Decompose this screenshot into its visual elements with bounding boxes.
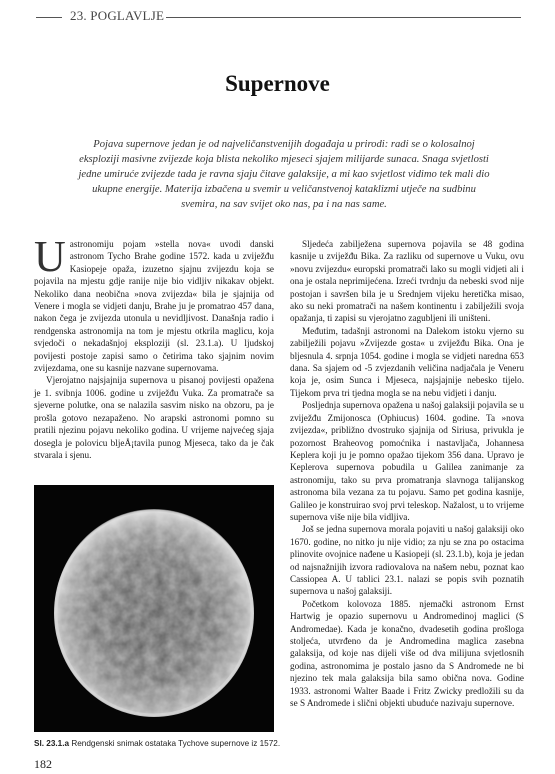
left-paragraph-1-text: astronomiju pojam »stella nova« uvodi danski astronom Tycho Brahe godine 1572. kada u zviježđu Kasiopeje opaža, izuzetno sjajnu zvijezdu koja se pojavila na mjestu gdje ranije nije bio vidljiv nikakav objekt. Nekoliko dana neobična »nova zvijezda« bila je sjajnija od Venere i mogla se vidjeti danju, Brahe ju je promatrao 457 dana, nakon čega je zvijezda utonula u nevidljivost. Današnja radio i rendgenska astronomija na tom je mjestu otkrila maglicu, koja svjedoči o nekadašnjoj eksploziji (sl. 23.1.a). U ljudskoj povijesti postoje zapisi samo o četirima tako sjajnim novim zvijezdama, one su kasnije nazvane supernovama.: [34, 239, 274, 374]
header-rule-right: [166, 17, 521, 18]
right-paragraph-4: Još se jedna supernova morala pojaviti u našoj galaksiji oko 1670. godine, no nitko ju nije vidio; za nju se zna po ostacima plinovite ovojnice nađene u Kasiopeji (sl. 23.1.b), koja je jedan od najsnažnijih izvora radiovalova na našem nebu, poznat kao Cassiopea A. U tablici 23.1. nalazi se popis svih poznatih supernova u našoj galaksiji.: [290, 524, 524, 597]
page-title: Supernove: [225, 71, 330, 96]
figure-caption-text: Rendgenski snimak ostataka Tychove supernove iz 1572.: [69, 739, 281, 748]
figure-label: Sl. 23.1.a: [34, 739, 70, 748]
right-paragraph-1: Sljedeća zabilježena supernova pojavila se 48 godina kasnije u zviježđu Bika. Za razliku od supernove u Vuku, ovu »novu zvijezdu« europski promatrači lako su mogli vidjeti ali i ona je ostala neprimijećena. Izreći tvrdnju da nebeski svod nije postojan i savršen bila je u Srednjem vijeku heretička misao, ako su neki promatrači na našem kontinentu i zabilježili svoja opažanja, ti zapisi su vjerojatno zagubljeni ili uništeni.: [290, 239, 524, 324]
tycho-remnant-xray-graphic: [34, 485, 274, 732]
chapter-header: [34, 8, 521, 28]
supernova-remnant-image: [34, 485, 274, 732]
left-paragraph-2: Vjerojatno najsjajnija supernova u pisanoj povijesti opažena je 1. svibnja 1006. godine u zviježđu Vuka. Za promatrače sa sjeverne polutke, ona se nalazila sasvim nisko na obzoru, pa je prošla gotovo nezapaženo. No arapski astronomi pomno su pratili njezinu pojavu nekoliko godina. U vrijeme najvećeg sjaja dosegla je polovicu bljeÅ¡tavila punog Mjeseca, tako da je čak stvarala i sjenu.: [34, 375, 274, 460]
figure-caption: [34, 739, 284, 748]
right-paragraph-2: Međutim, tadašnji astronomi na Dalekom istoku vjerno su zabilježili pojavu »Zvijezde gosta« u zviježđu Bika. Ona je bljesnula 4. srpnja 1054. godine i mogla se vidjeti narednа 653 dana. Sa sjajem od -5 zvjezdanih veličina nadjačala je Veneru koja je, osim Sunca i Mjeseca, najsjajnije nebesko tijelo. Tijekom prva tri tjedna mogla se na nebu vidjeti i danju.: [290, 325, 524, 398]
page-number: 182: [34, 757, 52, 771]
right-paragraph-3: Posljednja supernova opažena u našoj galaksiji pojavila se u zviježđu Zmijonosca (Ophiucus) 1604. godine. Ta »nova zvijezda«, približno dvostruko sjajnija od Siriusa, privukla je pozornost Braheovog pomoćnika i nastavljača, Johannesa Keplera koji ju je pomno opažao tijekom 356 dana. Upravo je Keplerova supernova pobudila u Galilea zanimanje za astronomiju, tako su prva promatranja slavnoga talijanskog astronoma bila vezana za tu pojavu. Samo pet godina kasnije, Galileo je konstruirao svoj prvi teleskop. Nažalost, u to vrijeme supernova više nije bila vidljiva.: [290, 400, 524, 522]
chapter-label: 23. POGLAVLJE: [70, 8, 165, 23]
right-column: [290, 238, 524, 709]
drop-cap: U: [34, 232, 66, 281]
right-paragraph-5: Početkom kolovoza 1885. njemački astronom Ernst Hartwig je opazio supernovu u Andromedinoj maglici (S Andromedae). Kada je konačno, dvadesetih godina prošloga stoljeća, utvrđeno da je Andromedina maglica zasebna galaksija, od koje nas dijeli više od dva milijuna svjetlosnih godina, astronomima je postalo jasno da S Andromede ne bi njezino tek mala galaksija bila samo obična nova. Godine 1933. astronomi Walter Baade i Fritz Zwicky predložili su da se S Andromede i slični objekti ubuduće nazivaju supernove.: [290, 598, 524, 709]
header-rule-left: [36, 17, 62, 18]
left-paragraph-1: [34, 232, 274, 374]
chapter-abstract: Pojava supernove jedan je od najveličanstvenijih događaja u prirodi: radi se o kolosalnoj eksploziji masivne zvijezde koja blista nekoliko mjeseci sjajem milijarde sunaca. Snaga svjetlosti jedne umiruće zvijezde tada je ravna sjaju čitave galaksije, a mi kao svjetlost vidimo tek mali dio ukupne energije. Materija izbačena u svemir u veličanstvenoj kataklizmi utječe na sudbinu svemira, na sav svijet oko nas, pa i na nas same.: [78, 139, 490, 210]
left-column: [34, 232, 274, 461]
